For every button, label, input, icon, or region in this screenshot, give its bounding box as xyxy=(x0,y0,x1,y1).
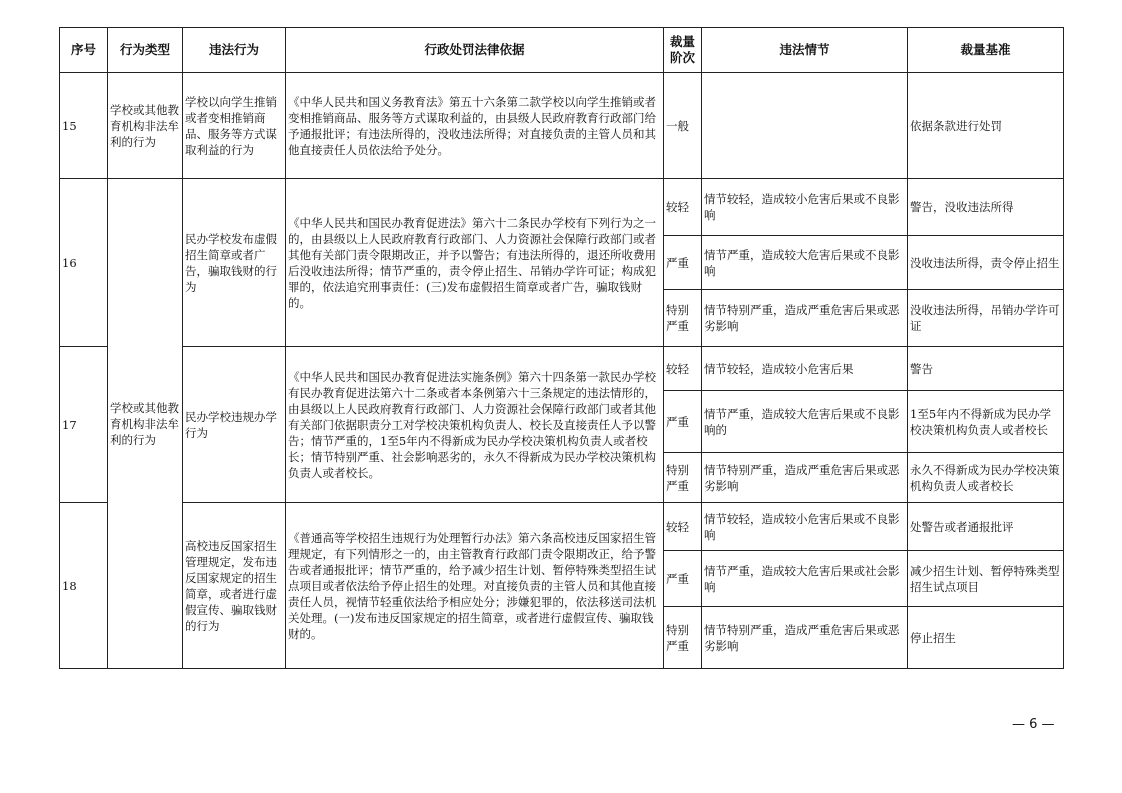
discretion-level: 严重 xyxy=(664,236,702,290)
header-standard: 裁量基准 xyxy=(908,28,1064,73)
discretion-level: 严重 xyxy=(664,391,702,453)
header-discretion-level: 裁量阶次 xyxy=(664,28,702,73)
standard: 永久不得新成为民办学校决策机构负责人或者校长 xyxy=(908,453,1064,503)
standard: 停止招生 xyxy=(908,607,1064,669)
row-number: 17 xyxy=(60,347,108,503)
row-number: 15 xyxy=(60,73,108,179)
header-legal-basis: 行政处罚法律依据 xyxy=(286,28,664,73)
standard: 警告，没收违法所得 xyxy=(908,179,1064,236)
circumstance: 情节较轻，造成较小危害后果 xyxy=(702,347,908,391)
legal-basis: 《中华人民共和国义务教育法》第五十六条第二款学校以向学生推销或者变相推销商品、服务等方式谋取利益的，由县级人民政府教育行政部门给予通报批评；有违法所得的，没收违法所得；对直接负责的主管人员和其他直接责任人员依法给予处分。 xyxy=(286,73,664,179)
header-circumstance: 违法情节 xyxy=(702,28,908,73)
standard: 没收违法所得，吊销办学许可证 xyxy=(908,290,1064,347)
standard: 1至5年内不得新成为民办学校决策机构负责人或者校长 xyxy=(908,391,1064,453)
header-behavior-type: 行为类型 xyxy=(108,28,183,73)
circumstance: 情节较轻，造成较小危害后果或不良影响 xyxy=(702,503,908,551)
discretion-level: 一般 xyxy=(664,73,702,179)
discretion-level: 特别严重 xyxy=(664,453,702,503)
behavior-type: 学校或其他教育机构非法牟利的行为 xyxy=(108,179,183,669)
discretion-level: 较轻 xyxy=(664,347,702,391)
standard: 没收违法所得，责令停止招生 xyxy=(908,236,1064,290)
header-serial: 序号 xyxy=(60,28,108,73)
standard: 处警告或者通报批评 xyxy=(908,503,1064,551)
circumstance: 情节特别严重，造成严重危害后果或恶劣影响 xyxy=(702,607,908,669)
header-violation: 违法行为 xyxy=(183,28,286,73)
table-header-row xyxy=(60,28,1064,73)
circumstance: 情节严重，造成较大危害后果或不良影响 xyxy=(702,236,908,290)
row-number: 18 xyxy=(60,503,108,669)
circumstance: 情节较轻，造成较小危害后果或不良影响 xyxy=(702,179,908,236)
legal-basis: 《中华人民共和国民办教育促进法实施条例》第六十四条第一款民办学校有民办教育促进法第六十二条或者本条例第六十三条规定的违法情形的，由县级以上人民政府教育行政部门、人力资源社会保障行政部门或者其他有关部门依据职责分工对学校决策机构负责人、校长及直接责任人予以警告；情节严重的，1至5年内不得新成为民办学校决策机构负责人或者校长；情节特别严重、社会影响恶劣的，永久不得新成为民办学校决策机构负责人或者校长。 xyxy=(286,347,664,503)
discretion-level: 较轻 xyxy=(664,503,702,551)
circumstance: 情节严重，造成较大危害后果或不良影响的 xyxy=(702,391,908,453)
behavior-type: 学校或其他教育机构非法牟利的行为 xyxy=(108,73,183,179)
legal-basis: 《普通高等学校招生违规行为处理暂行办法》第六条高校违反国家招生管理规定，有下列情形之一的，由主管教育行政部门责令限期改正，给予警告或者通报批评；情节严重的，给予减少招生计划、暂停特殊类型招生试点项目或者依法给予停止招生的处理。对直接负责的主管人员和其他直接责任人员，视情节轻重依法给予相应处分；涉嫌犯罪的，依法移送司法机关处理。(一)发布违反国家规定的招生简章，或者进行虚假宣传、骗取钱财的。 xyxy=(286,503,664,669)
table-row xyxy=(60,347,1064,391)
violation: 民办学校违规办学行为 xyxy=(183,347,286,503)
discretion-level: 特别严重 xyxy=(664,607,702,669)
circumstance: 情节特别严重，造成严重危害后果或恶劣影响 xyxy=(702,453,908,503)
table-row xyxy=(60,73,1064,179)
standard: 警告 xyxy=(908,347,1064,391)
circumstance: 情节严重，造成较大危害后果或社会影响 xyxy=(702,551,908,607)
standard: 减少招生计划、暂停特殊类型招生试点项目 xyxy=(908,551,1064,607)
penalty-table xyxy=(59,27,1064,669)
discretion-level: 特别严重 xyxy=(664,290,702,347)
violation: 学校以向学生推销或者变相推销商品、服务等方式谋取利益的行为 xyxy=(183,73,286,179)
circumstance xyxy=(702,73,908,179)
violation: 高校违反国家招生管理规定，发布违反国家规定的招生简章，或者进行虚假宣传、骗取钱财的行为 xyxy=(183,503,286,669)
row-number: 16 xyxy=(60,179,108,347)
table-row xyxy=(60,179,1064,236)
violation: 民办学校发布虚假招生简章或者广告，骗取钱财的行为 xyxy=(183,179,286,347)
page-number: — 6 — xyxy=(1012,717,1055,732)
standard: 依据条款进行处罚 xyxy=(908,73,1064,179)
legal-basis: 《中华人民共和国民办教育促进法》第六十二条民办学校有下列行为之一的，由县级以上人民政府教育行政部门、人力资源社会保障行政部门或者其他有关部门责令限期改正，并予以警告；有违法所得的，退还所收费用后没收违法所得；情节严重的，责令停止招生、吊销办学许可证；构成犯罪的，依法追究刑事责任：(三)发布虚假招生简章或者广告，骗取钱财的。 xyxy=(286,179,664,347)
discretion-level: 较轻 xyxy=(664,179,702,236)
discretion-level: 严重 xyxy=(664,551,702,607)
table-row xyxy=(60,503,1064,551)
circumstance: 情节特别严重，造成严重危害后果或恶劣影响 xyxy=(702,290,908,347)
